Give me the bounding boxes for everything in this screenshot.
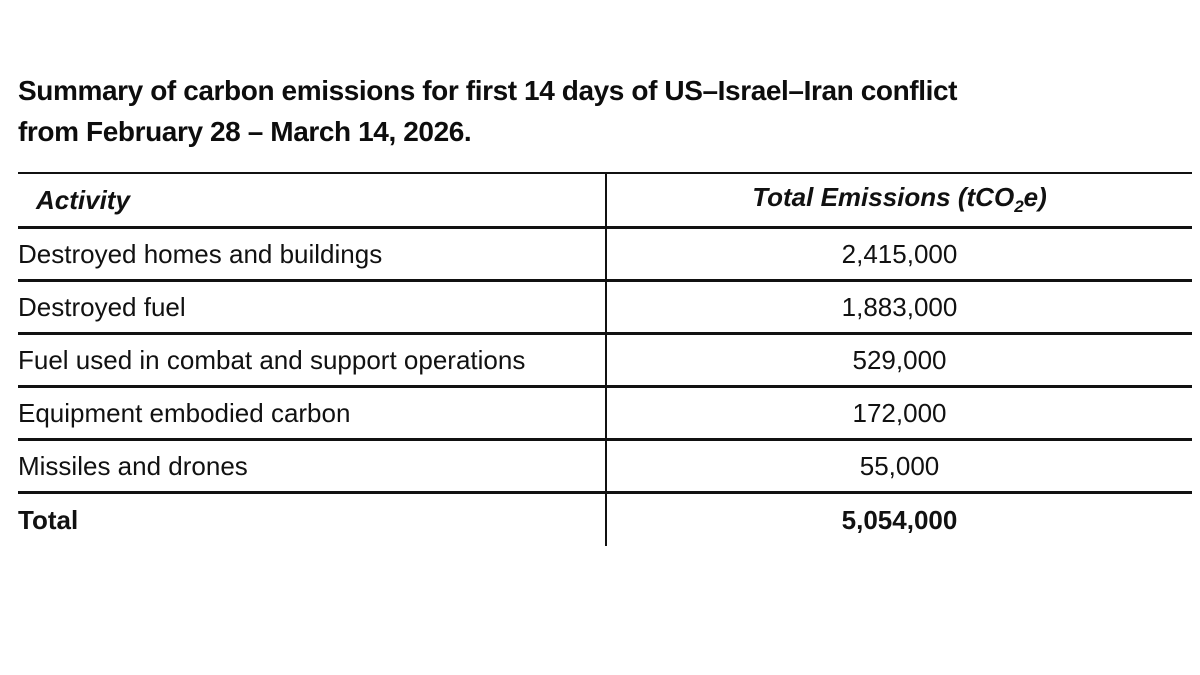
table-row xyxy=(18,387,1192,440)
table-total-row xyxy=(18,493,1192,547)
title-line-2: from February 28 – March 14, 2026. xyxy=(18,116,472,147)
table-row xyxy=(18,281,1192,334)
value-cell: 1,883,000 xyxy=(841,291,958,322)
table-row xyxy=(18,440,1192,493)
total-label-cell: Total xyxy=(18,493,606,547)
activity-cell: Destroyed homes and buildings xyxy=(18,228,606,281)
title-line-1: Summary of carbon emissions for first 14 days of US–Israel–Iran conflict xyxy=(18,75,958,106)
emissions-header-suffix: e) xyxy=(1023,182,1047,213)
activity-cell: Fuel used in combat and support operations xyxy=(18,334,606,387)
table-row xyxy=(18,228,1192,281)
emissions-table xyxy=(18,172,1192,546)
column-header-activity: Activity xyxy=(18,173,606,228)
value-cell: 2,415,000 xyxy=(841,238,958,269)
table-row xyxy=(18,334,1192,387)
activity-cell: Missiles and drones xyxy=(18,440,606,493)
value-cell: 172,000 xyxy=(852,397,947,428)
table-header-row xyxy=(18,173,1192,228)
page-title xyxy=(18,70,957,152)
column-header-emissions xyxy=(606,173,1192,228)
activity-cell: Destroyed fuel xyxy=(18,281,606,334)
emissions-header-subscript: 2 xyxy=(1014,197,1024,217)
value-cell: 529,000 xyxy=(852,344,947,375)
activity-cell: Equipment embodied carbon xyxy=(18,387,606,440)
value-cell: 55,000 xyxy=(859,450,940,481)
emissions-header-prefix: Total Emissions (tCO xyxy=(752,182,1015,213)
total-value-cell: 5,054,000 xyxy=(841,504,958,535)
